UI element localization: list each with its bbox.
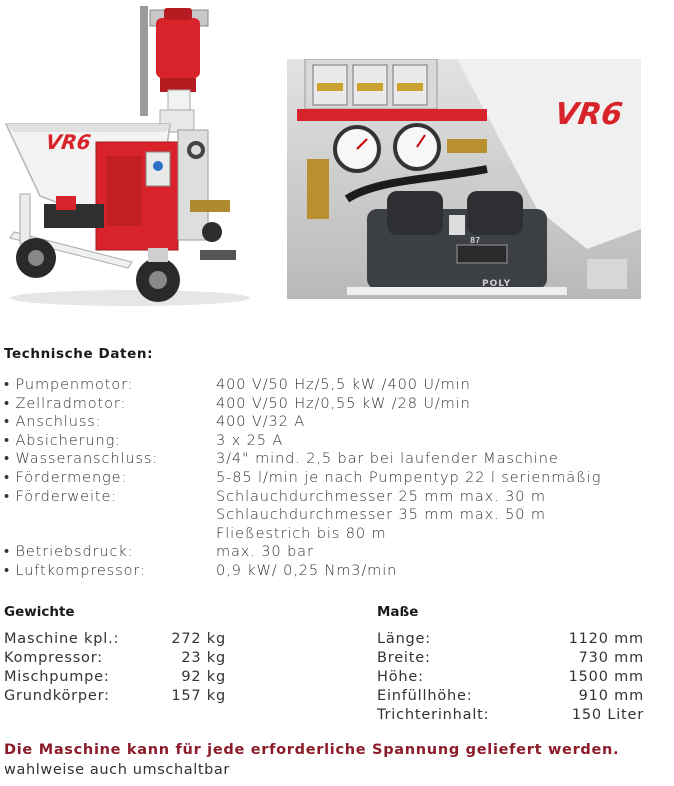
machine-photo — [0, 0, 262, 308]
vr6-logo-right: VR6 — [552, 97, 625, 132]
spec-row — [4, 488, 664, 544]
machine-illustration — [0, 0, 262, 308]
vr6-logo-left: VR6 — [44, 130, 93, 154]
dimensions-heading: Maße — [377, 604, 419, 620]
spec-value: 400 V/32 A — [216, 414, 306, 431]
compressor-illustration — [287, 59, 641, 299]
spec-value: 3 x 25 A — [216, 432, 284, 449]
compressor-photo — [287, 59, 641, 299]
weights-label: Maschine kpl.: — [4, 631, 120, 647]
dimensions-label: Einfüllhöhe: — [377, 688, 473, 704]
dimensions-row — [377, 688, 644, 707]
dimensions-value: 730 mm — [578, 650, 644, 666]
weights-label: Kompressor: — [4, 650, 103, 666]
dimensions-label: Länge: — [377, 631, 431, 647]
dimensions-value: 150 Liter — [571, 707, 644, 723]
dimensions-value: 1500 mm — [568, 669, 644, 685]
spec-value: 3/4" mind. 2,5 bar bei laufender Maschine — [216, 451, 559, 468]
spec-label: • Wasseranschluss: — [4, 451, 159, 468]
voltage-notice: Die Maschine kann für jede erforderliche Spannung geliefert werden. — [4, 742, 620, 758]
spec-label: • Zellradmotor: — [4, 395, 127, 412]
spec-label: • Luftkompressor: — [4, 563, 146, 579]
weights-value: 92 kg — [181, 669, 226, 685]
weights-row — [4, 669, 226, 688]
dimensions-row — [377, 631, 644, 650]
weights-heading: Gewichte — [4, 604, 75, 620]
dimensions-row — [377, 669, 644, 688]
spec-value: 400 V/50 Hz/0,55 kW /28 U/min — [216, 395, 471, 412]
spec-row — [4, 432, 664, 451]
spec-value: Schlauchdurchmesser 35 mm max. 50 m — [216, 507, 546, 524]
switchable-note: wahlweise auch umschaltbar — [4, 762, 230, 778]
spec-value: max. 30 bar — [216, 544, 314, 561]
spec-label: • Fördermenge: — [4, 470, 128, 486]
spec-value: Schlauchdurchmesser 25 mm max. 30 m — [216, 488, 546, 505]
dimensions-label: Trichterinhalt: — [377, 707, 490, 723]
weights-row — [4, 650, 226, 669]
specs-heading: Technische Daten: — [4, 346, 154, 362]
spec-row — [4, 450, 664, 469]
weights-row — [4, 631, 226, 650]
spec-label: • Förderweite: — [4, 488, 118, 505]
spec-label: • Pumpenmotor: — [4, 377, 134, 393]
spec-row — [4, 562, 664, 581]
dimensions-value: 1120 mm — [568, 631, 644, 647]
weights-label: Grundkörper: — [4, 688, 110, 704]
spec-row — [4, 395, 664, 414]
weights-label: Mischpumpe: — [4, 669, 110, 685]
spec-label: • Anschluss: — [4, 414, 102, 431]
spec-value: 0,9 kW/ 0,25 Nm3/min — [216, 563, 398, 579]
spec-label: • Absicherung: — [4, 432, 122, 449]
spec-value: 5-85 l/min je nach Pumpentyp 22 l serienmäßig — [216, 470, 602, 486]
weights-value: 272 kg — [171, 631, 226, 647]
spec-row — [4, 469, 664, 488]
compressor-brand-label: POLY — [482, 279, 512, 289]
spec-row — [4, 413, 664, 432]
dimensions-value: 910 mm — [578, 688, 644, 704]
dimensions-row — [377, 650, 644, 669]
compressor-badge: 87 — [470, 236, 481, 245]
spec-value: Fließestrich bis 80 m — [216, 525, 387, 542]
weights-value: 157 kg — [171, 688, 226, 704]
dimensions-label: Breite: — [377, 650, 431, 666]
dimensions-label: Höhe: — [377, 669, 424, 685]
spec-row — [4, 376, 664, 395]
weights-row — [4, 688, 226, 707]
spec-row — [4, 543, 664, 562]
spec-label: • Betriebsdruck: — [4, 544, 134, 561]
weights-value: 23 kg — [181, 650, 226, 666]
dimensions-row — [377, 707, 644, 726]
spec-value: 400 V/50 Hz/5,5 kW /400 U/min — [216, 377, 471, 393]
